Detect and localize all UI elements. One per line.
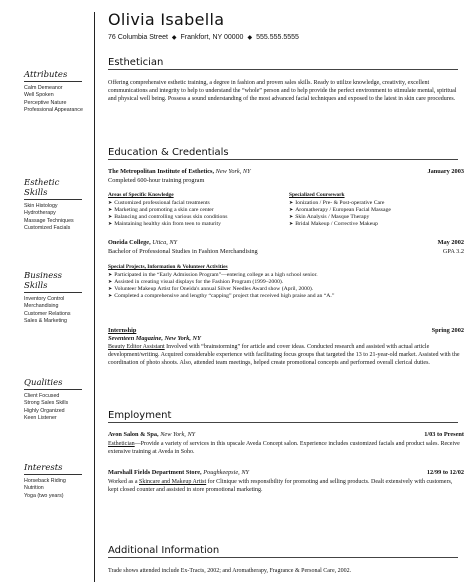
- phone-number: 555.555.5555: [256, 34, 299, 41]
- institute-line: [108, 168, 464, 176]
- arrow-bullet-icon: ➤: [108, 280, 113, 285]
- job-date: 12/99 to 12/02: [426, 469, 464, 476]
- sidebar-item: Customer Relations: [24, 310, 71, 317]
- college-line: [108, 239, 464, 247]
- sidebar-heading: Business Skills: [24, 271, 82, 293]
- job-description: Esthetician—Provide a variety of services in this upscale Aveda Concept salon. Experience includes customized facials and product sales. Receive extensive training at Aveda in Soho.: [108, 441, 460, 455]
- projects-heading: Special Projects, Information & Volunteer Activities: [108, 264, 228, 270]
- institute-name: The Metropolitan Institute of Esthetics,: [108, 168, 215, 175]
- list-item: ➤ Completed a comprehensive and lengthy “capping” project that received high praise and an “A.”: [108, 293, 335, 299]
- sidebar-attributes: [24, 70, 90, 114]
- internship-description: Beauty Editor Assistant Involved with “brainstorming” for article and cover ideas. Conducted research and assisted with actual article development/writing. Acquired considerable experience with facilitating focus groups that targeted the 13 to 21-year-old market. Assisted with the coordination of photo shoots. Also, attended team meetings, helped create promotional concepts and performed overall clerical duties.: [108, 344, 460, 366]
- list-item: ➤ Participated in the “Early Admission Program”—entering college as a high school senior.: [108, 272, 318, 278]
- sidebar-heading: Esthetic Skills: [24, 178, 82, 200]
- internship-line: [108, 327, 464, 335]
- sidebar-item: Massage Techniques: [24, 217, 74, 224]
- list-item: ➤ Volunteer Makeup Artist for Oneida's annual Silver Needles Award show (April, 2000).: [108, 286, 314, 292]
- job-company: Avon Salon & Spa,: [108, 431, 159, 438]
- sidebar-item: Customized Facials: [24, 224, 71, 231]
- list-item: ➤ Assisted in creating visual displays for the Fashion Program (1999–2000).: [108, 279, 284, 285]
- sidebar-item: Well Spoken: [24, 92, 54, 99]
- sidebar-item: Client Focused: [24, 393, 60, 399]
- bullet-icon: ◆: [247, 35, 253, 41]
- candidate-name: Olivia Isabella: [108, 10, 225, 29]
- sidebar-item: Professional Appearance: [24, 106, 83, 113]
- arrow-bullet-icon: ➤: [108, 215, 113, 220]
- areas-heading: Areas of Specific Knowledge: [108, 192, 174, 198]
- college-location: Utica, NY: [152, 239, 178, 246]
- college-gpa: GPA 3.2: [442, 248, 464, 255]
- list-item: ➤ Bridal Makeup / Corrective Makeup: [289, 221, 378, 227]
- contact-line: [108, 34, 299, 41]
- job-description: Worked as a Skincare and Makeup Artist for Clinique with responsibility for promoting and selling products. Dealt extensively with customers, kept closed counter and assisted in store promotional marketing.: [108, 479, 453, 493]
- sidebar-esthetic-skills: [24, 178, 90, 232]
- job-location: Poughkeepsie, NY: [203, 469, 250, 476]
- sidebar-item: Yoga (two years): [24, 492, 64, 499]
- list-item: ➤ Aromatherapy / European Facial Massage: [289, 207, 391, 213]
- summary-paragraph: Offering comprehensive esthetic training, a degree in fashion and proven sales skills. Ready to utilize knowledge, creativity, excellent communications and integrity to help to understand the “whole” person and to help provide the perfect environment to stimulate mental, spiritual and physical well being. Possess a sound understanding of the most advanced facial techniques and exposed to the latest in skin care procedures.: [108, 80, 457, 102]
- section-heading-employment: Employment: [108, 410, 458, 423]
- arrow-bullet-icon: ➤: [108, 208, 113, 213]
- street-address: 76 Columbia Street: [108, 34, 168, 41]
- vertical-divider: [94, 12, 95, 582]
- sidebar-item: Horseback Riding: [24, 478, 66, 484]
- college-date: May 2002: [437, 239, 464, 246]
- sidebar-qualities: [24, 378, 90, 422]
- list-item: ➤ Customized professional facial treatments: [108, 200, 210, 206]
- list-item: ➤ Balancing and controlling various skin conditions: [108, 214, 228, 220]
- sidebar-item: Hydrotherapy: [24, 210, 56, 217]
- sidebar-item: Strong Sales Skills: [24, 400, 69, 407]
- sidebar-heading: Interests: [24, 463, 82, 475]
- sidebar-item: Merchandising: [24, 303, 59, 310]
- internship-org: Seventeen Magazine, New York, NY: [108, 335, 201, 342]
- sidebar-business-skills: [24, 271, 90, 325]
- sidebar-item: Sales & Marketing: [24, 317, 67, 324]
- internship-date: Spring 2002: [431, 327, 464, 334]
- section-heading-esthetician: Esthetician: [108, 57, 458, 70]
- internship-heading: Internship: [108, 327, 137, 334]
- bullet-icon: ◆: [171, 35, 177, 41]
- arrow-bullet-icon: ➤: [289, 208, 294, 213]
- college-name: Oneida College,: [108, 239, 151, 246]
- sidebar-heading: Attributes: [24, 70, 82, 82]
- additional-text: Trade shows attended include Ex-Tracts, 2002; and Aromatherapy, Fragrance & Personal Care, 2002.: [108, 568, 352, 574]
- arrow-bullet-icon: ➤: [289, 222, 294, 227]
- job-date: 1/03 to Present: [424, 431, 464, 438]
- job-role: Skincare and Makeup Artist: [139, 479, 207, 485]
- arrow-bullet-icon: ➤: [289, 215, 294, 220]
- list-item: ➤ Ionization / Pre- & Post-operative Care: [289, 200, 385, 206]
- job-line: [108, 469, 464, 477]
- sidebar-item: Keen Listener: [24, 414, 57, 421]
- sidebar-item: Inventory Control: [24, 296, 65, 302]
- college-degree: Bachelor of Professional Studies in Fashion Merchandising: [108, 248, 258, 255]
- job-line: [108, 431, 464, 439]
- city-state-zip: Frankfort, NY 00000: [180, 34, 244, 41]
- sidebar-interests: [24, 463, 90, 500]
- arrow-bullet-icon: ➤: [108, 294, 113, 299]
- institute-detail: Completed 600-hour training program: [108, 177, 205, 184]
- arrow-bullet-icon: ➤: [108, 201, 113, 206]
- section-heading-education: Education & Credentials: [108, 147, 458, 160]
- college-detail-line: [108, 248, 464, 256]
- arrow-bullet-icon: ➤: [108, 273, 113, 278]
- internship-role: Beauty Editor Assistant: [108, 344, 165, 350]
- section-heading-additional: Additional Information: [108, 545, 458, 558]
- arrow-bullet-icon: ➤: [289, 201, 294, 206]
- list-item: ➤ Skin Analysis / Masque Therapy: [289, 214, 370, 220]
- sidebar-heading: Qualities: [24, 378, 82, 390]
- sidebar-item: Nutrition: [24, 485, 44, 492]
- job-company: Marshall Fields Department Store,: [108, 469, 202, 476]
- sidebar-item: Perceptive Nature: [24, 99, 67, 106]
- arrow-bullet-icon: ➤: [108, 287, 113, 292]
- list-item: ➤ Maintaining healthy skin from teen to maturity: [108, 221, 221, 227]
- job-role: Esthetician: [108, 441, 135, 447]
- arrow-bullet-icon: ➤: [108, 222, 113, 227]
- sidebar-item: Highly Organized: [24, 407, 65, 414]
- sidebar-item: Skin Histology: [24, 203, 58, 209]
- job-location: New York, NY: [160, 431, 196, 438]
- institute-location: New York, NY: [215, 168, 251, 175]
- list-item: ➤ Marketing and promoting a skin care center: [108, 207, 214, 213]
- institute-date: January 2003: [427, 168, 464, 175]
- sidebar-item: Calm Demeanor: [24, 85, 63, 91]
- coursework-heading: Specialized Coursework: [289, 192, 345, 198]
